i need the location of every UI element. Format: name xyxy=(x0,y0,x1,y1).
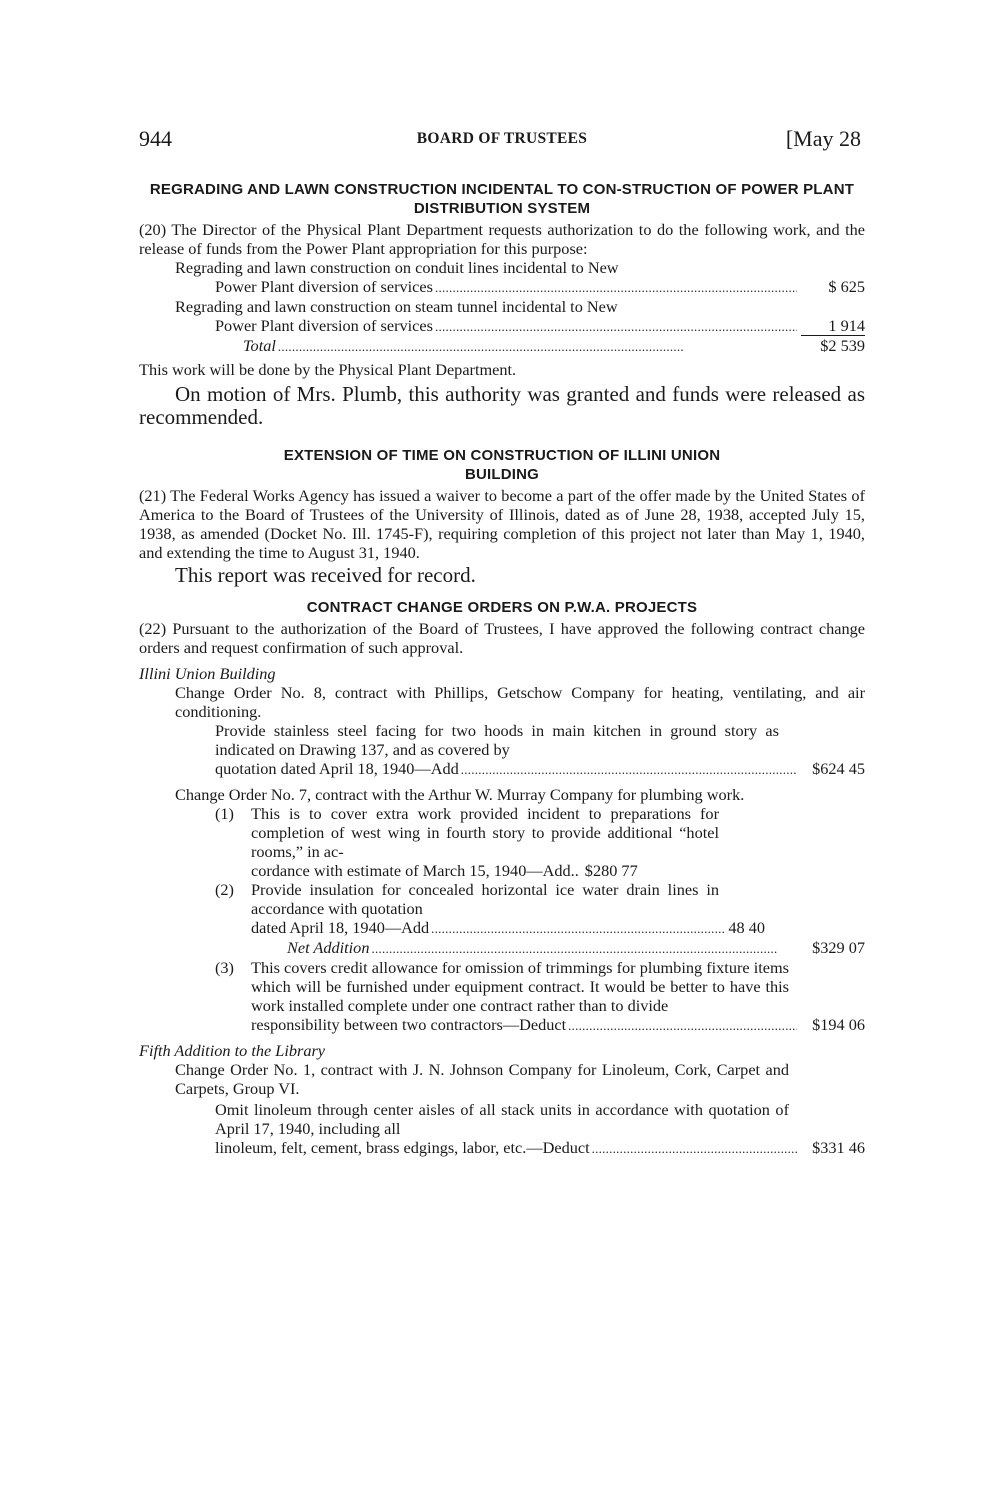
change-order-1-desc: Omit linoleum through center aisles of all stack units in accordance with quotation of April 17, 1940, including all xyxy=(215,1099,789,1138)
received-text: This report was received for record. xyxy=(175,563,476,587)
co7-item-1-num: (1) xyxy=(215,803,234,823)
co7-item-1-last: cordance with estimate of March 15, 1940—Add.. xyxy=(251,860,579,880)
project-title-illini-union: Illini Union Building xyxy=(139,663,276,683)
change-order-1-amount-row xyxy=(139,1138,865,1158)
co7-item-3-last: responsibility between two contractors—Deduct xyxy=(251,1014,567,1034)
running-head xyxy=(139,126,865,158)
co7-item-2-last: dated April 18, 1940—Add xyxy=(251,917,430,937)
paragraph-22: (22) Pursuant to the authorization of the Board of Trustees, I have approved the following contract change orders and request confirmation of such approval. xyxy=(139,618,865,657)
dot-leader xyxy=(592,1138,797,1158)
document-page xyxy=(139,126,865,1158)
co7-item-2-amount: 48 40 xyxy=(728,917,765,937)
dot-leader xyxy=(431,918,724,938)
cost-item-2 xyxy=(139,316,865,336)
change-order-8-desc: Provide stainless steel facing for two hoods in main kitchen in ground story as indicated on Drawing 137, and as covered by xyxy=(215,720,779,759)
section-heading-regrading: REGRADING AND LAWN CONSTRUCTION INCIDENTAL TO CON-STRUCTION OF POWER PLANT DISTRIBUTION SYSTEM xyxy=(149,181,855,217)
change-order-8-amount-row xyxy=(139,759,865,779)
cost-item-1-amount: $ 625 xyxy=(828,277,865,296)
paragraph-21: (21) The Federal Works Agency has issued a waiver to become a part of the offer made by the United States of America to the Board of Trustees of the University of Illinois, dated as of June 28, 1938, accepted July 15, 1938, as amended (Docket No. Ill. 1745-F), requiring completion of this project not later than May 1, 1940, and extending the time to August 31, 1940. xyxy=(139,486,865,562)
dot-leader xyxy=(568,1015,797,1035)
running-date: [May 28 xyxy=(785,126,861,151)
co7-item-2 xyxy=(139,880,865,918)
net-addition-label: Net Addition xyxy=(287,937,370,957)
co7-item-1-text: This is to cover extra work provided incident to preparations for completion of west wing in fourth story to provide additional “hotel rooms,” in ac- xyxy=(251,803,719,861)
co7-item-2-text: Provide insulation for concealed horizontal ice water drain lines in accordance with quotation xyxy=(251,879,719,918)
dot-leader xyxy=(461,759,797,779)
dot-leader xyxy=(278,336,797,356)
section-heading-extension: EXTENSION OF TIME ON CONSTRUCTION OF ILLINI UNION BUILDING xyxy=(283,447,721,483)
cost-item-2-line1: Regrading and lawn construction on steam tunnel incidental to New xyxy=(175,297,618,316)
dot-leader xyxy=(371,938,797,958)
change-order-7: Change Order No. 7, contract with the Arthur W. Murray Company for plumbing work. xyxy=(175,784,745,804)
change-order-8-amount: $624 45 xyxy=(812,758,865,778)
cost-table xyxy=(139,258,865,356)
total-amount: $2 539 xyxy=(820,336,865,355)
cost-item-2-amount: 1 914 xyxy=(801,316,865,336)
cost-item-1-line2: Power Plant diversion of services xyxy=(215,277,433,296)
co7-item-2-num: (2) xyxy=(215,879,234,899)
dot-leader xyxy=(435,316,797,336)
net-addition-row xyxy=(139,938,865,958)
page-number: 944 xyxy=(139,126,172,151)
change-order-8: Change Order No. 8, contract with Phillips, Getschow Company for heating, ventilating, and air conditioning. xyxy=(175,682,865,721)
co7-item-3-text: This covers credit allowance for omission of trimmings for plumbing fixture items which will be furnished under equipment contract. It would be better to have this work installed complete under one contract rather than to divide xyxy=(251,957,789,1015)
co7-item-3-amount-row xyxy=(139,1015,865,1035)
change-order-8-last: quotation dated April 18, 1940—Add xyxy=(215,758,459,778)
section-heading-change-orders: CONTRACT CHANGE ORDERS ON P.W.A. PROJECTS xyxy=(306,598,698,616)
project-title-library: Fifth Addition to the Library xyxy=(139,1040,326,1060)
cost-total xyxy=(139,336,865,356)
cost-item-1 xyxy=(139,277,865,297)
change-order-1-amount: $331 46 xyxy=(812,1137,865,1157)
co7-item-3 xyxy=(139,958,865,1015)
motion-text: On motion of Mrs. Plumb, this authority was granted and funds were released as recommended. xyxy=(139,382,865,429)
co7-item-1 xyxy=(139,804,865,861)
work-note: This work will be done by the Physical Plant Department. xyxy=(139,360,517,379)
dot-leader xyxy=(435,277,797,297)
co7-item-2-amount-row xyxy=(139,918,865,938)
co7-item-1-amount: $280 77 xyxy=(584,860,638,880)
co7-item-3-num: (3) xyxy=(215,957,234,977)
co7-item-3-amount: $194 06 xyxy=(812,1014,865,1034)
net-addition-amount: $329 07 xyxy=(812,937,865,957)
co7-item-1-amount-row xyxy=(139,861,865,880)
cost-item-1-line1: Regrading and lawn construction on conduit lines incidental to New xyxy=(175,258,619,277)
cost-item-2-line2: Power Plant diversion of services xyxy=(215,316,433,335)
paragraph-20: (20) The Director of the Physical Plant Department requests authorization to do the following work, and the release of funds from the Power Plant appropriation for this purpose: xyxy=(139,220,865,258)
change-order-1: Change Order No. 1, contract with J. N. Johnson Company for Linoleum, Cork, Carpet and Carpets, Group VI. xyxy=(175,1059,789,1098)
change-order-1-last: linoleum, felt, cement, brass edgings, labor, etc.—Deduct xyxy=(215,1137,590,1157)
running-title: BOARD OF TRUSTEES xyxy=(416,130,588,147)
total-label: Total xyxy=(243,336,276,355)
